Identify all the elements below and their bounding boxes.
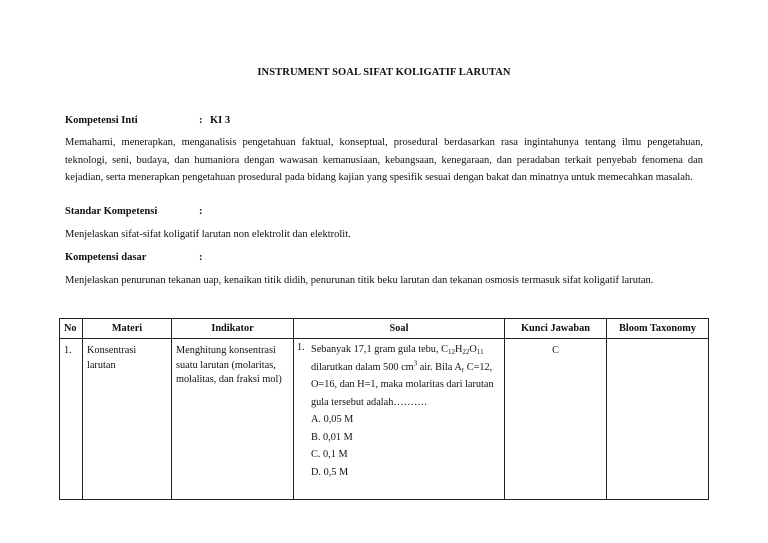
cell-kunci-jawaban: C (505, 339, 607, 500)
ki-text: Memahami, menerapkan, menganalisis pengetahuan faktual, konseptual, prosedural berdasarkan rasa ingintahunya tentang ilmu pengetahuan, teknologi, seni, budaya, dan humaniora dengan wawasan kemanusiaan, kebangsaan, kenegaraan, dan peradaban terkait penyebab fenomena dan kejadian, serta menerapkan pengetahuan prosedural pada bidang kajian yang spesifik sesuai dengan bakat dan minatnya untuk memecahkan masalah. (65, 137, 703, 183)
cell-materi: Konsentrasi larutan (83, 339, 172, 500)
kd-colon: : (199, 252, 203, 263)
option-c: C. 0,1 M (311, 449, 348, 460)
sk-colon: : (199, 206, 203, 217)
sk-label: Standar Kompetensi (65, 206, 158, 217)
soal-number: 1. (297, 342, 305, 353)
header-materi: Materi (83, 319, 172, 339)
header-soal: Soal (294, 319, 505, 339)
superscript-3: 3 (413, 359, 418, 368)
cell-no: 1. (60, 339, 83, 500)
header-kunci-jawaban: Kunci Jawaban (505, 319, 607, 339)
answer-options (311, 411, 500, 481)
sk-text: Menjelaskan sifat-sifat koligatif larutan non elektrolit dan elektrolit. (65, 229, 351, 240)
soal-line-1: Sebanyak 17,1 gram gula tebu, C (311, 344, 448, 355)
soal-line-2c: C=12, (464, 361, 493, 373)
header-no: No (60, 319, 83, 339)
kd-text: Menjelaskan penurunan tekanan uap, kenaikan titik didih, penurunan titik beku larutan dan tekanan osmosis termasuk sifat koligatif larutan. (65, 275, 654, 286)
formula-o: O (469, 344, 477, 355)
soal-question (311, 341, 500, 411)
subscript-h: 22 (462, 348, 470, 356)
option-a: A. 0,05 M (311, 414, 354, 425)
question-table (59, 318, 709, 500)
ki-label: Kompetensi Inti (65, 115, 138, 126)
soal-line-3: O=16, dan H=1, maka molaritas dari larutan (311, 379, 494, 390)
soal-line-2b: air. Bila A (417, 361, 462, 373)
soal-line-4: gula tersebut adalah………. (311, 396, 427, 408)
option-b: B. 0,01 M (311, 431, 353, 443)
document-title: INSTRUMENT SOAL SIFAT KOLIGATIF LARUTAN (257, 67, 511, 78)
cell-indikator: Menghitung konsentrasi suatu larutan (molaritas, molalitas, dan fraksi mol) (172, 339, 294, 500)
subscript-r: r (461, 365, 465, 374)
subscript-c: 12 (447, 348, 455, 356)
header-bloom-taxonomy: Bloom Taxonomy (607, 319, 709, 339)
subscript-o: 11 (476, 348, 484, 356)
ki-colon: : (199, 115, 203, 126)
table-header-row (60, 319, 709, 339)
soal-line-2a: dilarutkan dalam 500 cm (311, 361, 414, 373)
ki-value: KI 3 (210, 115, 231, 126)
formula-h: H (454, 344, 463, 355)
option-d: D. 0,5 M (311, 466, 349, 478)
header-indikator: Indikator (172, 319, 294, 339)
cell-soal (294, 339, 505, 500)
kd-label: Kompetensi dasar (65, 252, 147, 263)
cell-bloom-taxonomy (607, 339, 709, 500)
table-row (60, 339, 709, 500)
